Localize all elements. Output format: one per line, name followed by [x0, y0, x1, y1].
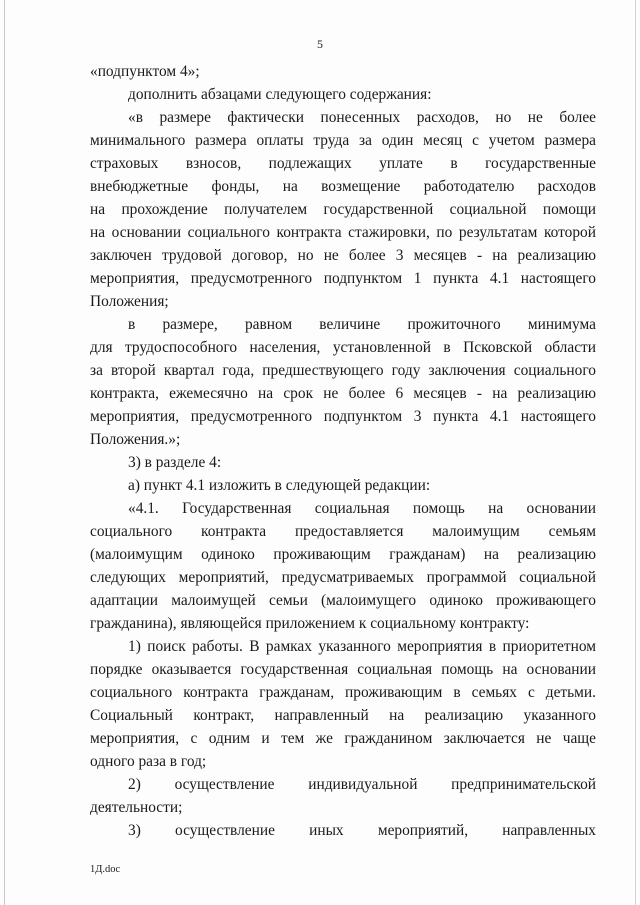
text-line: за второй квартал года, предшествующего году заключения социального: [90, 362, 596, 379]
text-line: контракта, ежемесячно на срок не более 6 месяцев - на реализацию: [90, 385, 596, 402]
text-line: адаптации малоимущей семьи (малоимущего одиноко проживающего: [90, 592, 596, 609]
text-line: «4.1. Государственная социальная помощь на основании: [128, 500, 596, 517]
text-line: заключен трудовой договор, но не более 3 месяцев - на реализацию: [90, 247, 596, 264]
text-line: Положения;: [90, 293, 169, 310]
text-line: Положения.»;: [90, 431, 181, 448]
text-line: «подпунктом 4»;: [90, 63, 200, 80]
text-line: на прохождение получателем государственной социальной помощи: [90, 201, 596, 218]
text-line: социального контракта предоставляется малоимущим семьям: [90, 523, 596, 540]
text-line: «в размере фактически понесенных расходов, но не более: [128, 109, 596, 126]
text-line: 3) осуществление иных мероприятий, направленных: [128, 822, 596, 839]
page-edge-left: [4, 0, 5, 905]
text-line: внебюджетные фонды, на возмещение работодателю расходов: [90, 178, 596, 195]
text-line: для трудоспособного населения, установленной в Псковской области: [90, 339, 596, 356]
text-line: 2) осуществление индивидуальной предпринимательской: [128, 776, 596, 793]
text-line: а) пункт 4.1 изложить в следующей редакции:: [128, 477, 431, 494]
text-line: одного раза в год;: [90, 753, 207, 770]
document-body: [90, 60, 596, 842]
text-line: дополнить абзацами следующего содержания:: [128, 86, 432, 103]
text-line: мероприятия, с одним и тем же гражданином заключается не чаще: [90, 730, 596, 747]
file-name-footer: 1Д.doc: [90, 864, 121, 875]
text-line: минимального размера оплаты труда за один месяц с учетом размера: [90, 132, 596, 149]
page-number: 5: [317, 37, 323, 51]
text-line: страховых взносов, подлежащих уплате в государственные: [90, 155, 596, 172]
text-line: деятельности;: [90, 799, 183, 816]
text-line: социального контракта гражданам, проживающим в семьях с детьми.: [90, 684, 596, 701]
text-line: 3) в разделе 4:: [128, 454, 222, 471]
text-line: порядке оказывается государственная социальная помощь на основании: [90, 661, 596, 678]
text-line: на основании социального контракта стажировки, по результатам которой: [90, 224, 596, 241]
text-line: Социальный контракт, направленный на реализацию указанного: [90, 707, 596, 724]
text-line: гражданина), являющейся приложением к социальному контракту:: [90, 615, 530, 632]
text-line: (малоимущим одиноко проживающим гражданам) на реализацию: [90, 546, 596, 563]
text-line: мероприятия, предусмотренного подпунктом 3 пункта 4.1 настоящего: [90, 408, 596, 425]
text-line: 1) поиск работы. В рамках указанного мероприятия в приоритетном: [128, 638, 596, 655]
text-line: следующих мероприятий, предусматриваемых программой социальной: [90, 569, 596, 586]
text-line: мероприятия, предусмотренного подпунктом 1 пункта 4.1 настоящего: [90, 270, 596, 287]
text-line: в размере, равном величине прожиточного минимума: [128, 316, 596, 333]
page-edge-right: [635, 0, 636, 905]
